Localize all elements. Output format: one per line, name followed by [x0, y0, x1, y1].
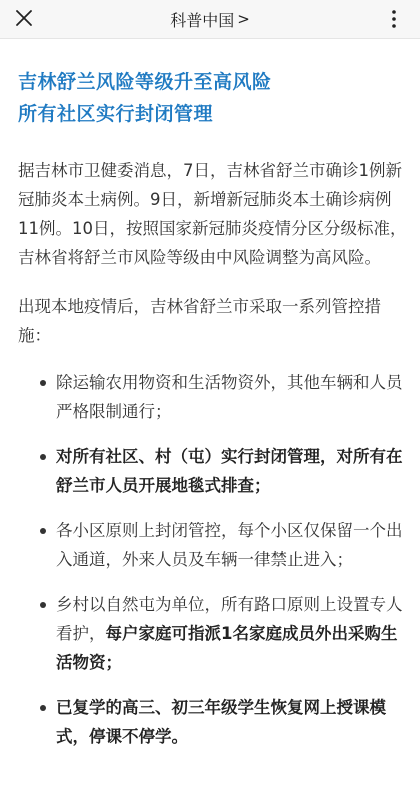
- list-item-text: 各小区原则上封闭管控，每个小区仅保留一个出入通道，外来人员及车辆一律禁止进入；: [56, 521, 403, 569]
- bullet-icon: [40, 705, 46, 711]
- measures-list: [18, 368, 408, 751]
- list-item: [18, 516, 408, 574]
- account-title-link[interactable]: [0, 0, 420, 38]
- list-item: [18, 590, 408, 677]
- list-item-bold-text: 对所有社区、村（屯）实行封闭管理，对所有在舒兰市人员开展地毯式排查；: [56, 447, 403, 495]
- headline-line-1: 吉林舒兰风险等级升至高风险: [18, 71, 272, 93]
- paragraph-2: 出现本地疫情后，吉林省舒兰市采取一系列管控措施：: [18, 297, 381, 345]
- bullet-icon: [40, 528, 46, 534]
- paragraph-1: 据吉林市卫健委消息，7日，吉林省舒兰市确诊1例新冠肺炎本土病例。9日，新增新冠肺炎本土确诊病例11例。10日，按照国家新冠肺炎疫情分区分级标准，吉林省将舒兰市风险等级由中风险调整为高风险。: [18, 161, 407, 267]
- list-item: [18, 442, 408, 500]
- article-body: [18, 38, 408, 767]
- headline-line-2: 所有社区实行封闭管理: [18, 103, 214, 125]
- list-item-text: 除运输农用物资和生活物资外，其他车辆和人员严格限制通行；: [56, 373, 403, 421]
- more-button[interactable]: [382, 7, 406, 31]
- bullet-icon: [40, 602, 46, 608]
- account-title: 科普中国: [170, 10, 235, 30]
- list-item-text: 乡村以自然屯为单位，所有路口原则上设置专人看护，: [56, 595, 403, 643]
- bullet-icon: [40, 454, 46, 460]
- list-item-bold-text: 每户家庭可指派1名家庭成员外出采购生活物资；: [56, 624, 398, 672]
- list-item: [18, 693, 408, 751]
- article-headline: [18, 66, 408, 130]
- top-bar: [0, 0, 420, 39]
- bullet-icon: [40, 380, 46, 386]
- more-icon: [382, 7, 406, 31]
- list-item: [18, 368, 408, 426]
- chevron-right-icon: >: [237, 10, 250, 28]
- list-item-bold-text: 已复学的高三、初三年级学生恢复网上授课模式，停课不停学。: [56, 698, 386, 746]
